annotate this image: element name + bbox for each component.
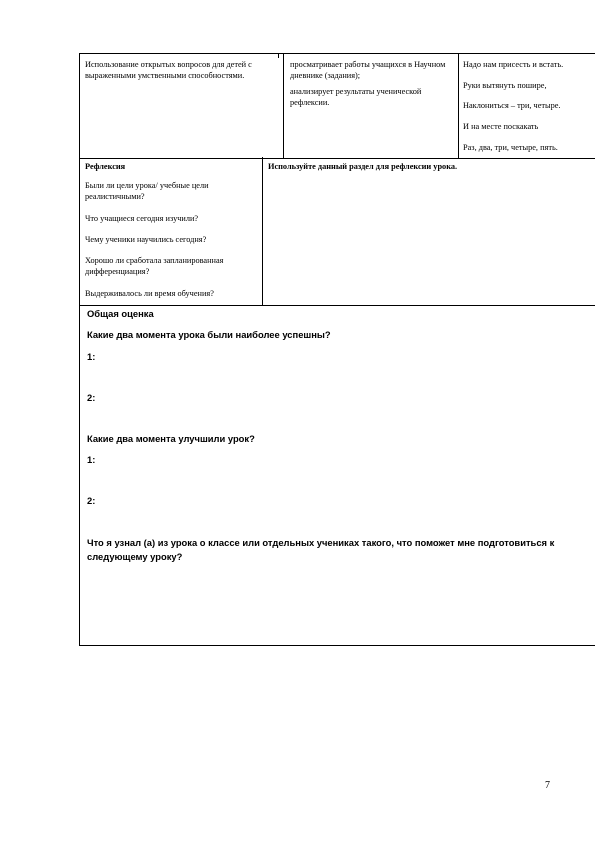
reflection-table	[79, 157, 595, 306]
answer-label: 1:	[87, 454, 96, 465]
answer-label: 2:	[87, 495, 96, 506]
assessment-paragraph-1: просматривает работы учащихся в Научном дневнике (задания);	[290, 60, 446, 80]
overall-assessment-table	[79, 305, 595, 646]
reflection-question: Чему ученики научились сегодня?	[85, 235, 207, 244]
assessment-text	[290, 60, 456, 108]
exercise-line: Наклониться – три, четыре.	[463, 101, 561, 110]
page-number: 7	[545, 780, 550, 791]
assessment-paragraph-2: анализирует результаты ученической рефлексии.	[290, 87, 422, 107]
exercise-line: Руки вытянуть пошире,	[463, 81, 547, 90]
differentiation-text: Использование открытых вопросов для детей с выраженными умственными способностями.	[85, 60, 252, 80]
assessment-cell	[283, 54, 459, 158]
assessment-title: Общая оценка	[87, 308, 154, 319]
answer-label: 1:	[87, 351, 96, 362]
reflection-question: Были ли цели урока/ учебные цели реалистичными?	[85, 181, 209, 201]
assessment-question-learned-cont: следующему уроку?	[87, 551, 183, 562]
reflection-questions-cell	[80, 157, 263, 305]
assessment-question-improve: Какие два момента улучшили урок?	[87, 433, 255, 444]
exercise-line: Надо нам присесть и встать.	[463, 60, 564, 69]
differentiation-cell	[80, 54, 278, 158]
reflection-question: Что учащиеся сегодня изучили?	[85, 214, 199, 223]
answer-label: 2:	[87, 392, 96, 403]
physical-exercise-cell	[458, 54, 595, 158]
reflection-question: Выдерживалось ли время обучения?	[85, 289, 214, 298]
reflection-question: Хорошо ли сработала запланированная дифференциация?	[85, 256, 224, 276]
assessment-question-successful: Какие два момента урока были наиболее успешны?	[87, 329, 331, 340]
cell-divider	[278, 54, 279, 58]
activity-table-row	[79, 53, 595, 159]
reflection-instruction: Используйте данный раздел для рефлексии урока.	[268, 162, 458, 171]
exercise-line: Раз, два, три, четыре, пять.	[463, 143, 558, 152]
exercise-line: И на месте поскакать	[463, 122, 539, 131]
reflection-title: Рефлексия	[85, 162, 126, 171]
assessment-question-learned: Что я узнал (а) из урока о классе или отдельных учениках такого, что поможет мне подготовиться к	[87, 537, 555, 548]
